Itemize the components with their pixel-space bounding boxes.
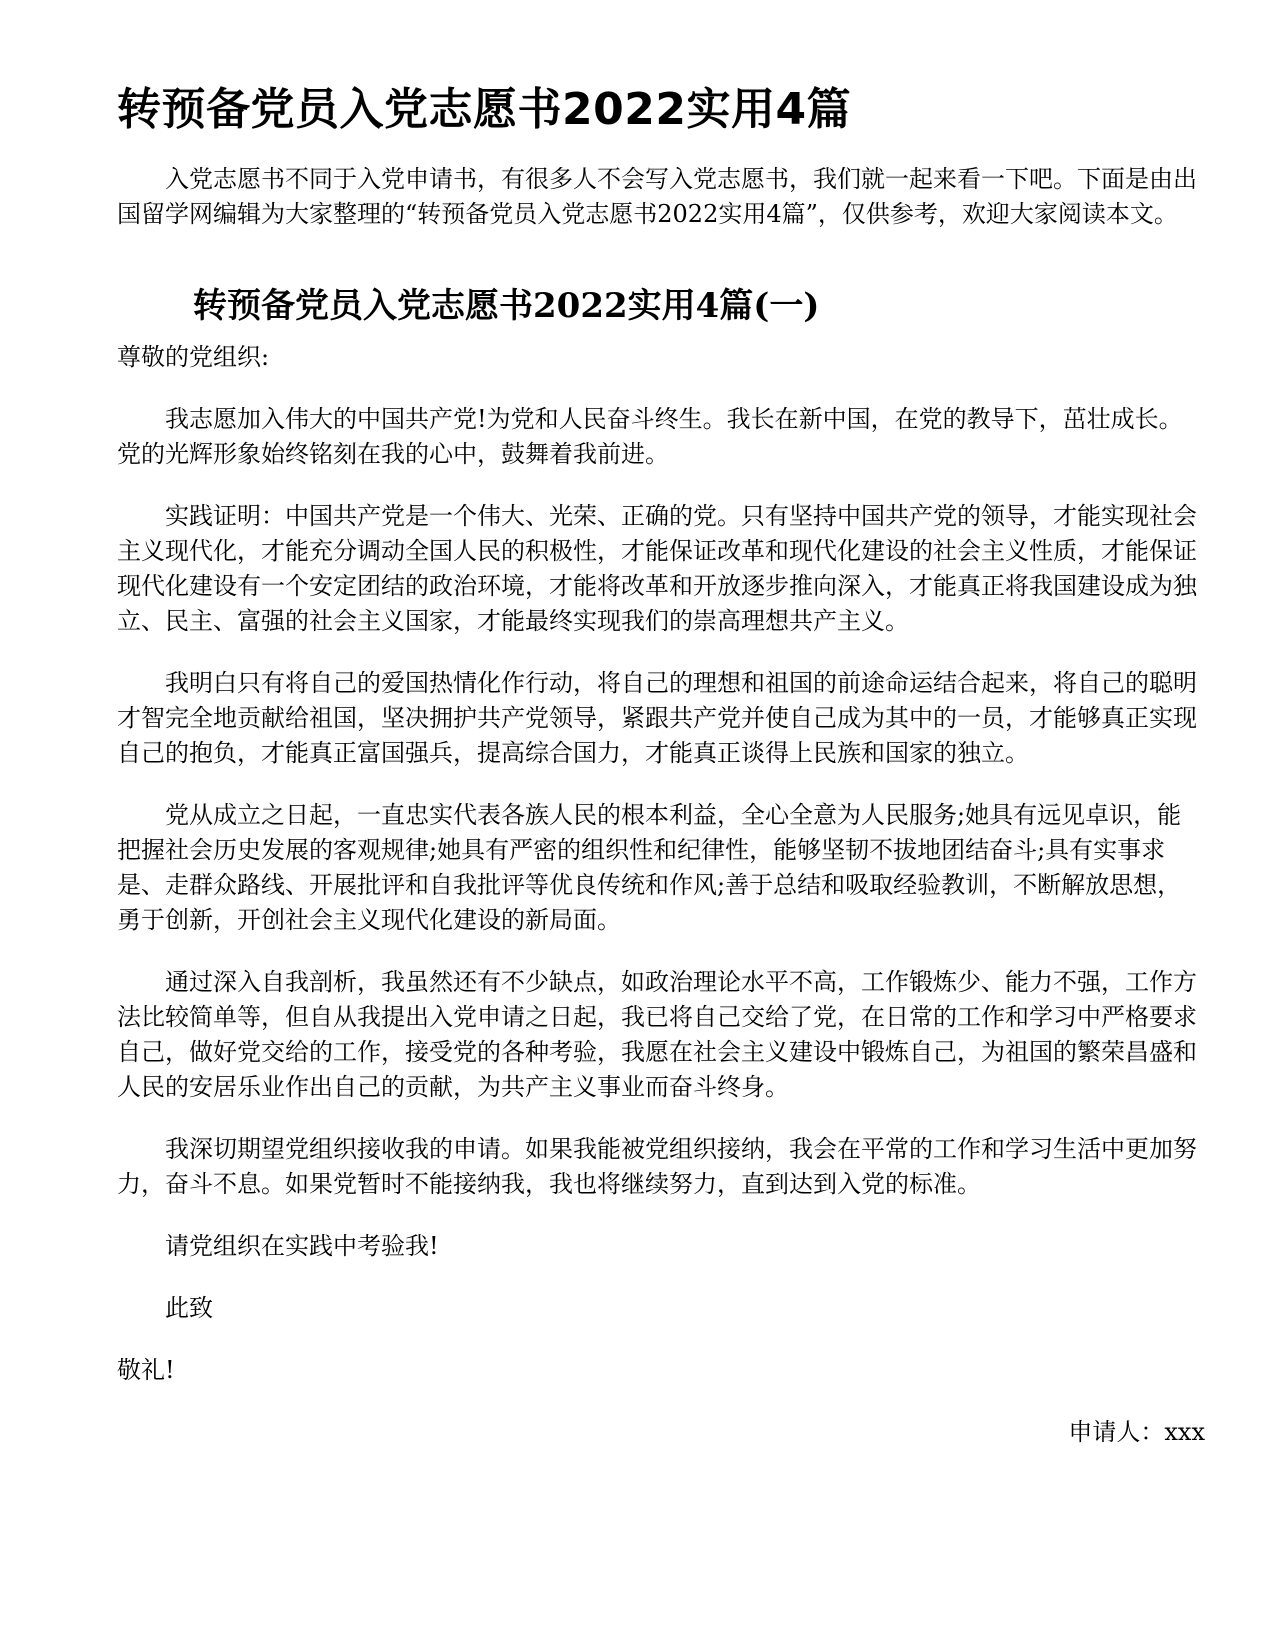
applicant-signature: 申请人：xxx (1068, 1418, 1205, 1446)
document-page (117, 78, 1205, 1450)
body-paragraph: 我深切期望党组织接收我的申请。如果我能被党组织接纳，我会在平常的工作和学习生活中更加努力，奋斗不息。如果党暂时不能接纳我，我也将继续努力，直到达到入党的标准。 (117, 1135, 1197, 1198)
intro-paragraph: 入党志愿书不同于入党申请书，有很多人不会写入党志愿书，我们就一起来看一下吧。下面是由出国留学网编辑为大家整理的“转预备党员入党志愿书2022实用4篇”，仅供参考，欢迎大家阅读本文。 (117, 165, 1197, 228)
body-paragraph: 实践证明：中国共产党是一个伟大、光荣、正确的党。只有坚持中国共产党的领导，才能实现社会主义现代化，才能充分调动全国人民的积极性，才能保证改革和现代化建设的社会主义性质，才能保证现代化建设有一个安定团结的政治环境，才能将改革和开放逐步推向深入，才能真正将我国建设成为独立、民主、富强的社会主义国家，才能最终实现我们的崇高理想共产主义。 (117, 502, 1197, 635)
body-paragraph: 通过深入自我剖析，我虽然还有不少缺点，如政治理论水平不高，工作锻炼少、能力不强，工作方法比较简单等，但自从我提出入党申请之日起，我已将自己交给了党，在日常的工作和学习中严格要求自己，做好党交给的工作，接受党的各种考验，我愿在社会主义建设中锻炼自己，为祖国的繁荣昌盛和人民的安居乐业作出自己的贡献，为共产主义事业而奋斗终身。 (117, 968, 1197, 1101)
body-paragraph: 我志愿加入伟大的中国共产党!为党和人民奋斗终生。我长在新中国，在党的教导下，茁壮成长。党的光辉形象始终铭刻在我的心中，鼓舞着我前进。 (117, 405, 1183, 468)
document-title: 转预备党员入党志愿书2022实用4篇 (117, 84, 852, 135)
section-title: 转预备党员入党志愿书2022实用4篇(一) (193, 286, 820, 326)
body-paragraph: 我明白只有将自己的爱国热情化作行动，将自己的理想和祖国的前途命运结合起来，将自己的聪明才智完全地贡献给祖国，坚决拥护共产党领导，紧跟共产党并使自己成为其中的一员，才能够真正实现自己的抱负，才能真正富国强兵，提高综合国力，才能真正谈得上民族和国家的独立。 (117, 669, 1197, 767)
salutation: 尊敬的党组织: (117, 343, 270, 371)
request-line: 请党组织在实践中考验我! (165, 1232, 439, 1260)
closing-salute: 敬礼! (117, 1356, 175, 1384)
body-paragraph: 党从成立之日起，一直忠实代表各族人民的根本利益，全心全意为人民服务;她具有远见卓识，能把握社会历史发展的客观规律;她具有严密的组织性和纪律性，能够坚韧不拔地团结奋斗;具有实事求是、走群众路线、开展批评和自我批评等优良传统和作风;善于总结和吸取经验教训，不断解放思想，勇于创新，开创社会主义现代化建设的新局面。 (117, 801, 1182, 934)
cizhi-line: 此致 (165, 1294, 213, 1322)
